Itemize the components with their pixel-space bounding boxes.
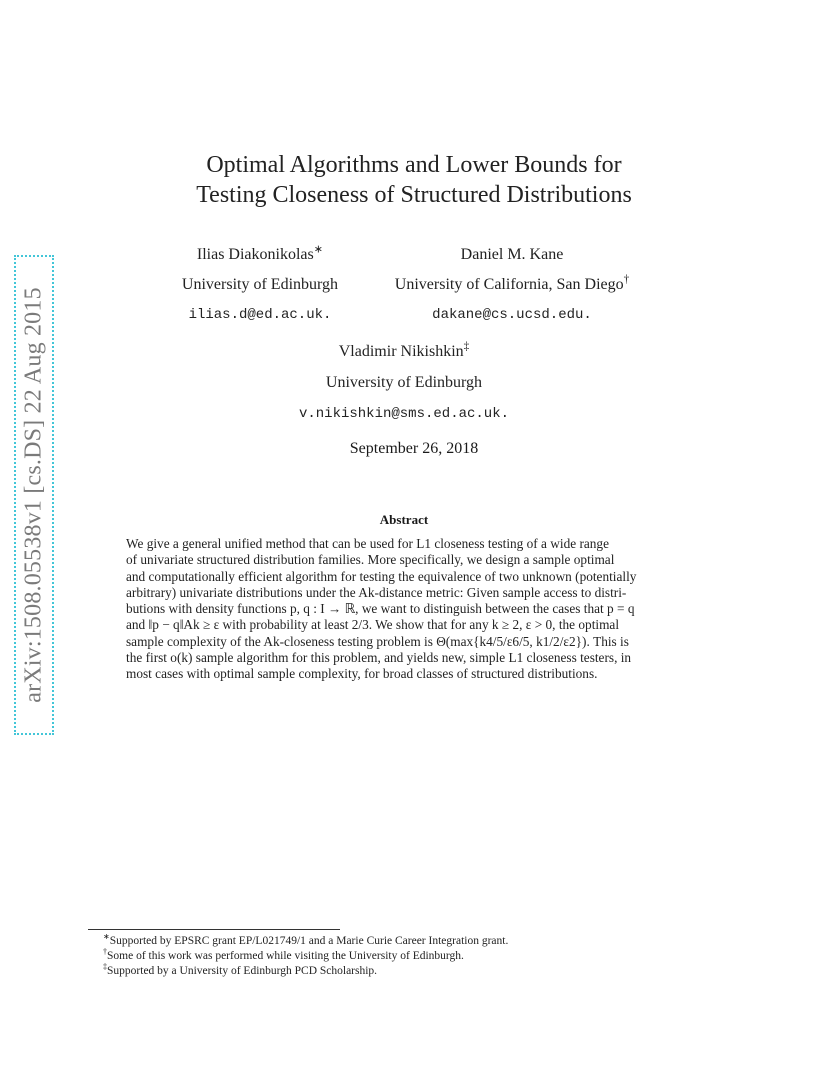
publication-date: September 26, 2018 <box>349 440 479 457</box>
abstract-body <box>126 536 686 683</box>
author-email-1: ilias.d@ed.ac.uk. <box>188 307 332 323</box>
footnote-mark-1: ∗ <box>103 932 110 942</box>
author-mark-3: ‡ <box>463 340 470 353</box>
footnote-rule <box>88 929 340 930</box>
footnotes <box>103 934 743 979</box>
abstract-line-2: of univariate structured distribution families. More specifically, we design a sample optimal <box>126 552 615 568</box>
author-affiliation-mark-2: † <box>623 273 630 286</box>
author-name-3: Vladimir Nikishkin <box>338 343 464 360</box>
abstract-line-9: most cases with optimal sample complexity, for broad classes of structured distributions. <box>126 666 598 682</box>
abstract-line-1: We give a general unified method that can be used for L1 closeness testing of a wide range <box>126 536 609 551</box>
author-block-3 <box>274 342 534 424</box>
abstract-line-6: and ‖p − q‖Ak ≥ ε with probability at least 2/3. We show that for any k ≥ 2, ε > 0, the optimal <box>126 617 620 633</box>
author-name-2: Daniel M. Kane <box>460 246 564 263</box>
footnote-mark-3: ‡ <box>103 962 108 972</box>
author-mark-1: ∗ <box>313 243 324 256</box>
title-line-1: Optimal Algorithms and Lower Bounds for <box>206 152 622 178</box>
footnote-2 <box>103 949 743 964</box>
author-name-1: Ilias Diakonikolas <box>196 246 314 263</box>
footnote-text-2: Some of this work was performed while visiting the University of Edinburgh. <box>107 950 464 962</box>
author-affiliation-1: University of Edinburgh <box>181 276 339 293</box>
abstract-line-8: the first o(k) sample algorithm for this problem, and yields new, simple L1 closeness testers, in <box>126 650 632 666</box>
abstract-line-5: butions with density functions p, q : I → ℝ, we want to distinguish between the cases that p = q <box>126 601 635 617</box>
footnote-mark-2: † <box>103 947 108 957</box>
abstract-heading: Abstract <box>379 512 429 527</box>
author-affiliation-2: University of California, San Diego <box>394 276 624 293</box>
arxiv-identifier: arXiv:1508.05538v1 [cs.DS] 22 Aug 2015 <box>20 287 47 703</box>
footnote-1 <box>103 934 743 949</box>
arxiv-stamp <box>14 255 54 735</box>
title-line-2: Testing Closeness of Structured Distributions <box>196 182 632 208</box>
footnote-3 <box>103 964 743 979</box>
abstract-line-7: sample complexity of the Ak-closeness testing problem is Θ(max{k4/5/ε6/5, k1/2/ε2}). This is <box>126 633 629 649</box>
abstract-line-3: and computationally efficient algorithm for testing the equivalence of two unknown (potentially <box>126 568 637 584</box>
abstract-line-4: arbitrary) univariate distributions under the Ak-distance metric: Given sample access to distri- <box>126 584 627 600</box>
author-email-3: v.nikishkin@sms.ed.ac.uk. <box>298 406 510 422</box>
author-email-2: dakane@cs.ucsd.edu. <box>432 307 592 323</box>
author-block-1 <box>160 245 360 325</box>
paper-title <box>0 150 828 210</box>
footnote-text-1: Supported by EPSRC grant EP/L021749/1 and a Marie Curie Career Integration grant. <box>109 935 509 947</box>
author-block-2 <box>378 245 646 325</box>
footnote-text-3: Supported by a University of Edinburgh PCD Scholarship. <box>107 965 378 977</box>
author-affiliation-3: University of Edinburgh <box>325 374 483 391</box>
